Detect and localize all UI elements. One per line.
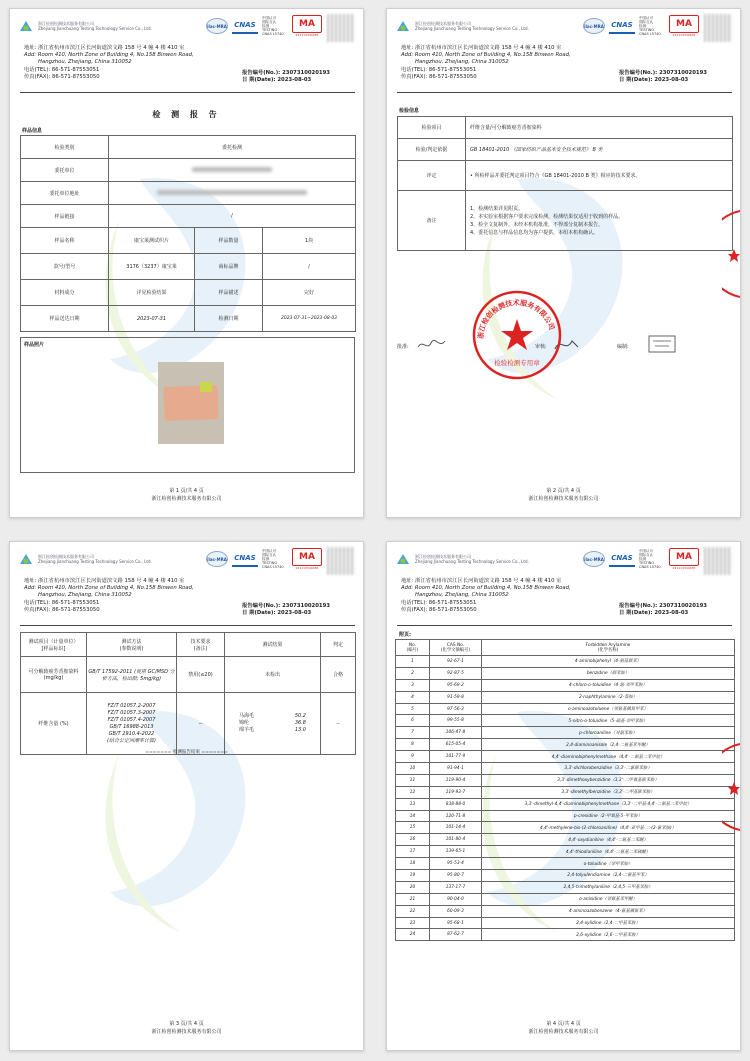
address-cn: 地址: 浙江省杭州市滨江区长河街道滨文路 158 号 4 幢 4 楼 410 室: [401, 45, 562, 51]
amine-no: 16: [396, 834, 430, 846]
table-row: [396, 893, 735, 905]
editor-signature: [645, 333, 681, 355]
ma-logo: MA: [669, 548, 699, 566]
table-row: 检验类别 委托检测: [21, 136, 356, 159]
header-divider: [20, 625, 355, 626]
table-row: [396, 917, 735, 929]
footer-company: 浙江检创检测技术服务有限公司: [528, 496, 599, 502]
table-row: 可分解致癌芳香胺染料 (mg/kg) GB/T 17592-2011 (使用 GC/MSD 分析方法，检出限: 5mg/kg) 禁用(≤20) 未检出 合格: [21, 657, 356, 693]
amine-cas: 106-47-8: [430, 727, 482, 739]
amine-no: 5: [396, 703, 430, 715]
footer-company: 浙江检创检测技术服务有限公司: [528, 1029, 599, 1035]
amine-no: 2: [396, 667, 430, 679]
amine-cas: 139-65-1: [430, 846, 482, 858]
test-result-table: [20, 632, 356, 755]
stamp-text: 浙江检创检测技术服务有限公司: [476, 298, 556, 340]
ilac-logo: ilac-MRA: [583, 551, 605, 567]
ma-logo: MA: [669, 15, 699, 33]
table-row: [396, 751, 735, 763]
report-page-2: [386, 8, 741, 518]
amine-no: 21: [396, 893, 430, 905]
cert-logos: [206, 548, 322, 570]
fax: 传真(FAX): 86-571-87553050: [401, 73, 477, 80]
fax: 传真(FAX): 86-571-87553050: [24, 606, 100, 613]
fiber-row: 锦纶 36.8: [239, 720, 306, 726]
amine-no: 6: [396, 715, 430, 727]
edge-stamp: [722, 742, 740, 832]
amine-no: 11: [396, 774, 430, 786]
cnas-logo: CNAS: [232, 18, 258, 34]
report-date: 日 期(Date): 2023-08-03: [242, 77, 312, 84]
amine-cas: 90-04-0: [430, 893, 482, 905]
amine-no: 20: [396, 881, 430, 893]
table-row: 检验/判定依据 GB 18401-2010 《国家纺织产品基本安全技术规范》 B 类: [398, 139, 733, 161]
amine-name: 4-aminoazobenzene（4-氨基偶氮苯）: [482, 905, 735, 917]
table-row: 备注 1、检测结果详见附页。 2、本实验室根据客户要求完成检测，检测结果仅适用于收到的样品。 3、检全文复制外，未经本机构批准，不得部分复制本报告。 4、委托信息与样品信息均为客户提供，本组本机构确认。: [398, 191, 733, 251]
table-row: [396, 834, 735, 846]
report-number: 报告编号(No.): 2307310020193: [242, 70, 330, 76]
page-footer: [10, 487, 363, 503]
arylamine-table: [395, 639, 735, 941]
approver-signature: [415, 335, 455, 355]
report-page-3: [9, 541, 364, 1051]
approver-label: 批准:: [397, 344, 409, 350]
header-divider: [20, 92, 355, 93]
qr-code: [704, 14, 732, 42]
testing-cert-text: 中国认可 国际互认 检测 TESTING CNAS L5740: [639, 549, 661, 569]
report-title: 检 测 报 告: [152, 110, 221, 119]
redacted-address: [157, 190, 307, 195]
address-en-2: Hangzhou, Zhejiang, China 310052: [415, 59, 509, 66]
cert-logos: [583, 15, 699, 37]
cert-logos: [206, 15, 322, 37]
table-row: [396, 810, 735, 822]
amine-no: 14: [396, 810, 430, 822]
amine-no: 15: [396, 822, 430, 834]
report-date: 日 期(Date): 2023-08-03: [242, 610, 312, 617]
amine-name: 4,4'-methylene-bis-(2-chloroaniline)（4,4'-亚甲基-二-(2-氯苯胺)）: [482, 822, 735, 834]
stamp-sub: 检验检测专用章: [494, 359, 540, 367]
amine-no: 17: [396, 846, 430, 858]
amine-cas: 99-55-8: [430, 715, 482, 727]
ma-cert: [669, 15, 699, 37]
address-block: [24, 45, 194, 81]
table-row: [396, 667, 735, 679]
amine-cas: 101-14-4: [430, 822, 482, 834]
amine-name: o-anisidine（邻氨基苯甲醚）: [482, 893, 735, 905]
testing-cert-text: 中国认可 国际互认 检测 TESTING CNAS L5740: [262, 16, 284, 36]
lab-logo-text: 浙江检创检测技术服务有限公司 Zhejiang Jianchuang Testing Technology Service Co., Ltd.: [415, 21, 529, 31]
table-row: [396, 739, 735, 751]
amine-cas: 838-88-0: [430, 798, 482, 810]
lab-logo-text: 浙江检创检测技术服务有限公司 Zhejiang Jianchuang Testing Technology Service Co., Ltd.: [38, 21, 152, 31]
table-row: [396, 798, 735, 810]
report-meta: [619, 70, 707, 84]
official-stamp: [471, 289, 563, 381]
report-header: [387, 9, 741, 101]
report-number: 报告编号(No.): 2307310020193: [242, 603, 330, 609]
page-footer: [10, 1020, 363, 1036]
footer-company: 浙江检创检测技术服务有限公司: [151, 496, 222, 502]
amine-cas: 60-09-3: [430, 905, 482, 917]
table-row: 材料成分 详见检验结果 样品描述 完好: [21, 280, 356, 306]
amine-name: 3,3'-dimethoxybenzidine（3,3'-二甲氧基联苯胺）: [482, 774, 735, 786]
table-row: [396, 870, 735, 882]
table-header-row: No. (编号) CAS No. (化学文摘编号) Forbidden Arylamine (化学名称): [396, 640, 735, 656]
lab-logo-icon: [395, 552, 411, 566]
ma-cert: [292, 548, 322, 570]
amine-name: p-cresidine（2-甲氧基-5-甲苯胺）: [482, 810, 735, 822]
amine-cas: 120-71-8: [430, 810, 482, 822]
amine-no: 1: [396, 656, 430, 668]
ma-cert: [669, 548, 699, 570]
amine-no: 19: [396, 870, 430, 882]
cnas-logo: CNAS: [232, 551, 258, 567]
table-row: [396, 763, 735, 775]
amine-name: 2,4-diaminoanisole（2,4-二氨基苯甲醚）: [482, 739, 735, 751]
amine-name: p-chloroaniline（对氯苯胺）: [482, 727, 735, 739]
report-page-1: [9, 8, 364, 518]
qr-code: [327, 547, 355, 575]
reviewer-label: 审核:: [535, 344, 547, 350]
page-number: 第 4 页/共 4 页: [546, 1021, 581, 1027]
amine-name: 3,3'-dimethylbenzidine（3,3'-二甲基联苯胺）: [482, 786, 735, 798]
ma-logo: MA: [292, 15, 322, 33]
address-block: [401, 45, 571, 81]
ma-cert-code: 221113340035: [672, 566, 696, 570]
address-en-1: Add: Room 410, North Zone of Building 4, No.158 Binwen Road,: [401, 585, 571, 592]
amine-cas: 137-17-7: [430, 881, 482, 893]
page-footer: [387, 487, 740, 503]
table-row: [396, 846, 735, 858]
amine-cas: 95-69-2: [430, 679, 482, 691]
table-row: [396, 703, 735, 715]
table-row: [396, 774, 735, 786]
amine-cas: 91-94-1: [430, 763, 482, 775]
sample-photo-box: [20, 337, 355, 473]
table-row: [396, 727, 735, 739]
amine-name: benzidine（联苯胺）: [482, 667, 735, 679]
ma-logo: MA: [292, 548, 322, 566]
report-header: [10, 542, 364, 634]
table-row: 委托单位地址: [21, 182, 356, 205]
amine-cas: 95-53-4: [430, 858, 482, 870]
table-row: 样品送达日期 2023-07-31 检测日期 2023-07-31~2023-08-03: [21, 306, 356, 332]
editor-label: 编制:: [617, 344, 629, 350]
amine-no: 7: [396, 727, 430, 739]
amine-name: 4,4'-oxydianiline（4,4'-二氨基二苯醚）: [482, 834, 735, 846]
report-meta: [242, 603, 330, 617]
amine-name: 2,4,5-trimethylaniline（2,4,5-三甲基苯胺）: [482, 881, 735, 893]
table-row: [396, 715, 735, 727]
ilac-logo: ilac-MRA: [206, 551, 228, 567]
amine-no: 3: [396, 679, 430, 691]
tel: 电话(TEL): 86-571-87553051: [401, 66, 477, 73]
address-en-2: Hangzhou, Zhejiang, China 310052: [38, 592, 132, 599]
amine-no: 18: [396, 858, 430, 870]
page-number: 第 2 页/共 4 页: [546, 488, 581, 494]
footer-company: 浙江检创检测技术服务有限公司: [151, 1029, 222, 1035]
report-end-marker: ======= 检测报告结束 =======: [145, 750, 228, 755]
report-date: 日 期(Date): 2023-08-03: [619, 610, 689, 617]
table-row: [396, 822, 735, 834]
tel: 电话(TEL): 86-571-87553051: [24, 66, 100, 73]
amine-name: o-aminoazotoluene（邻氨基偶氮甲苯）: [482, 703, 735, 715]
amine-cas: 615-05-4: [430, 739, 482, 751]
amine-cas: 95-68-1: [430, 917, 482, 929]
address-cn: 地址: 浙江省杭州市滨江区长河街道滨文路 158 号 4 幢 4 楼 410 室: [24, 45, 185, 51]
amine-name: 3,3'-dimethyl-4,4'-diaminobiphenylmethane（3,3'-二甲基-4,4'-二氨基二苯甲烷）: [482, 798, 735, 810]
report-page-4: [386, 541, 741, 1051]
lab-logo-text: 浙江检创检测技术服务有限公司 Zhejiang Jianchuang Testing Technology Service Co., Ltd.: [38, 554, 152, 564]
section-sample-info: 样品信息: [22, 128, 43, 134]
address-cn: 地址: 浙江省杭州市滨江区长河街道滨文路 158 号 4 幢 4 楼 410 室: [401, 578, 562, 584]
fiber-row: 绵羊毛 13.0: [239, 727, 306, 733]
address-cn: 地址: 浙江省杭州市滨江区长河街道滨文路 158 号 4 幢 4 楼 410 室: [24, 578, 185, 584]
sample-info-table: [20, 135, 356, 332]
amine-cas: 87-62-7: [430, 929, 482, 941]
amine-cas: 101-77-9: [430, 751, 482, 763]
tel: 电话(TEL): 86-571-87553051: [24, 599, 100, 606]
amine-cas: 119-90-4: [430, 774, 482, 786]
appendix-label: 附页:: [399, 632, 411, 638]
lab-logo-text: 浙江检创检测技术服务有限公司 Zhejiang Jianchuang Testing Technology Service Co., Ltd.: [415, 554, 529, 564]
ilac-logo: ilac-MRA: [583, 18, 605, 34]
header-divider: [397, 92, 732, 93]
tel: 电话(TEL): 86-571-87553051: [401, 599, 477, 606]
amine-name: 4,4'-diaminobiphenylmethane（4,4'-二氨基二苯甲烷）: [482, 751, 735, 763]
testing-cert-text: 中国认可 国际互认 检测 TESTING CNAS L5740: [639, 16, 661, 36]
amine-cas: 119-93-7: [430, 786, 482, 798]
sample-tag: [200, 382, 212, 392]
address-en-1: Add: Room 410, North Zone of Building 4, No.158 Binwen Road,: [401, 52, 571, 59]
edge-stamp: [722, 209, 740, 299]
address-block: [401, 578, 571, 614]
amine-no: 8: [396, 739, 430, 751]
report-date: 日 期(Date): 2023-08-03: [619, 77, 689, 84]
report-number: 报告编号(No.): 2307310020193: [619, 603, 707, 609]
table-row: [396, 691, 735, 703]
cnas-logo: CNAS: [609, 18, 635, 34]
address-en-1: Add: Room 410, North Zone of Building 4, No.158 Binwen Road,: [24, 52, 194, 59]
fiber-results: [225, 693, 321, 755]
amine-name: 2-naphthylamine（2-萘胺）: [482, 691, 735, 703]
table-row: [396, 679, 735, 691]
testing-cert-text: 中国认可 国际互认 检测 TESTING CNAS L5740: [262, 549, 284, 569]
amine-name: 2,6-xylidine（2,6-二甲基苯胺）: [482, 929, 735, 941]
lab-logo-icon: [395, 19, 411, 33]
report-meta: [242, 70, 330, 84]
amine-name: 2,4-xylidine（2,4-二甲基苯胺）: [482, 917, 735, 929]
page-number: 第 3 页/共 4 页: [169, 1021, 204, 1027]
amine-name: 5-nitro-o-toluidine（5-硝基-邻甲苯胺）: [482, 715, 735, 727]
amine-no: 9: [396, 751, 430, 763]
section-test-info: 检验信息: [399, 108, 420, 114]
table-row: 款号/型号 3176（3237）康宝莱 商标品牌 /: [21, 254, 356, 280]
amine-cas: 92-67-1: [430, 656, 482, 668]
amine-no: 10: [396, 763, 430, 775]
method-list: FZ/T 01057.2-2007 FZ/T 01057.3-2007 FZ/T 01057.4-2007 GB/T 16988-2013 GB/T 2910.4-2022 (结合公定回潮率计算): [87, 693, 177, 755]
page-number: 第 1 页/共 4 页: [169, 488, 204, 494]
table-row: [396, 929, 735, 941]
amine-no: 12: [396, 786, 430, 798]
sample-photo: [158, 362, 224, 444]
amine-cas: 91-59-8: [430, 691, 482, 703]
fax: 传真(FAX): 86-571-87553050: [24, 73, 100, 80]
table-row: 评定 • 所检样品并委托判定项目符合《GB 18401-2010 B 类》相应的技术要求。: [398, 161, 733, 191]
table-row: [396, 905, 735, 917]
amine-name: 4-chloro-o-toluidine（4-氯-邻甲苯胺）: [482, 679, 735, 691]
notes-cell: 1、检测结果详见附页。 2、本实验室根据客户要求完成检测，检测结果仅适用于收到的样品。 3、检全文复制外，未经本机构批准，不得部分复制本报告。 4、委托信息与样品信息均为客户提供，本组本机构确认。: [466, 191, 733, 251]
ilac-logo: ilac-MRA: [206, 18, 228, 34]
address-en-2: Hangzhou, Zhejiang, China 310052: [38, 59, 132, 66]
amine-name: 4-aminobiphenyl（4-氨基联苯）: [482, 656, 735, 668]
table-row: 纤维含量 (%) FZ/T 01057.2-2007 FZ/T 01057.3-2007 FZ/T 01057.4-2007 GB/T 16988-2013 GB/T 2910.4-2022 (结合公定回潮率计算) -- 马海毛 50.2 锦纶 36.8 绵羊毛 13.0 --: [21, 693, 356, 755]
fiber-row: 马海毛 50.2: [239, 713, 306, 719]
amine-cas: 95-80-7: [430, 870, 482, 882]
address-block: [24, 578, 194, 614]
amine-no: 22: [396, 905, 430, 917]
report-number: 报告编号(No.): 2307310020193: [619, 70, 707, 76]
report-meta: [619, 603, 707, 617]
address-en-2: Hangzhou, Zhejiang, China 310052: [415, 592, 509, 599]
lab-logo-icon: [18, 552, 34, 566]
amine-no: 4: [396, 691, 430, 703]
redacted-client: [192, 167, 272, 172]
ma-cert-code: 221113340035: [295, 566, 319, 570]
table-header-row: 测试项目（计量单位） [样品标识] 测试方法 (参数说明) 技术要求 (备注) 测试结果 判定: [21, 633, 356, 657]
amine-no: 24: [396, 929, 430, 941]
amine-name: o-toluidine（邻甲苯胺）: [482, 858, 735, 870]
ma-cert-code: 221113340035: [295, 33, 319, 37]
page-footer: [387, 1020, 740, 1036]
report-header: [10, 9, 364, 101]
amine-cas: 97-56-3: [430, 703, 482, 715]
lab-logo-icon: [18, 19, 34, 33]
ma-cert-code: 221113340035: [672, 33, 696, 37]
table-row: [396, 881, 735, 893]
amine-name: 2,4-tolyulendiamine（2,4-二氨基甲苯）: [482, 870, 735, 882]
sample-photo-label: 样品照片: [24, 342, 45, 348]
amine-no: 13: [396, 798, 430, 810]
qr-code: [704, 547, 732, 575]
test-info-table: [397, 116, 733, 251]
table-row: 检验项目 纤维含量/可分解致癌芳香胺染料: [398, 117, 733, 139]
cnas-logo: CNAS: [609, 551, 635, 567]
amine-name: 4,4'-thiodianiline（4,4'-二氨基二苯硫醚）: [482, 846, 735, 858]
report-header: [387, 542, 741, 634]
table-row: [396, 656, 735, 668]
qr-code: [327, 14, 355, 42]
fax: 传真(FAX): 86-571-87553050: [401, 606, 477, 613]
amine-name: 3,3'-dichlorobenzidine（3,3'-二氯联苯胺）: [482, 763, 735, 775]
amine-no: 23: [396, 917, 430, 929]
table-row: 委托单位: [21, 159, 356, 182]
table-row: [396, 858, 735, 870]
table-row: 样品名称 康宝莱测试织片 样品数量 1块: [21, 228, 356, 254]
ma-cert: [292, 15, 322, 37]
amine-cas: 92-87-5: [430, 667, 482, 679]
header-divider: [397, 625, 732, 626]
cert-logos: [583, 548, 699, 570]
table-row: 样品链接 /: [21, 205, 356, 228]
amine-cas: 101-80-4: [430, 834, 482, 846]
table-row: [396, 786, 735, 798]
address-en-1: Add: Room 410, North Zone of Building 4, No.158 Binwen Road,: [24, 585, 194, 592]
